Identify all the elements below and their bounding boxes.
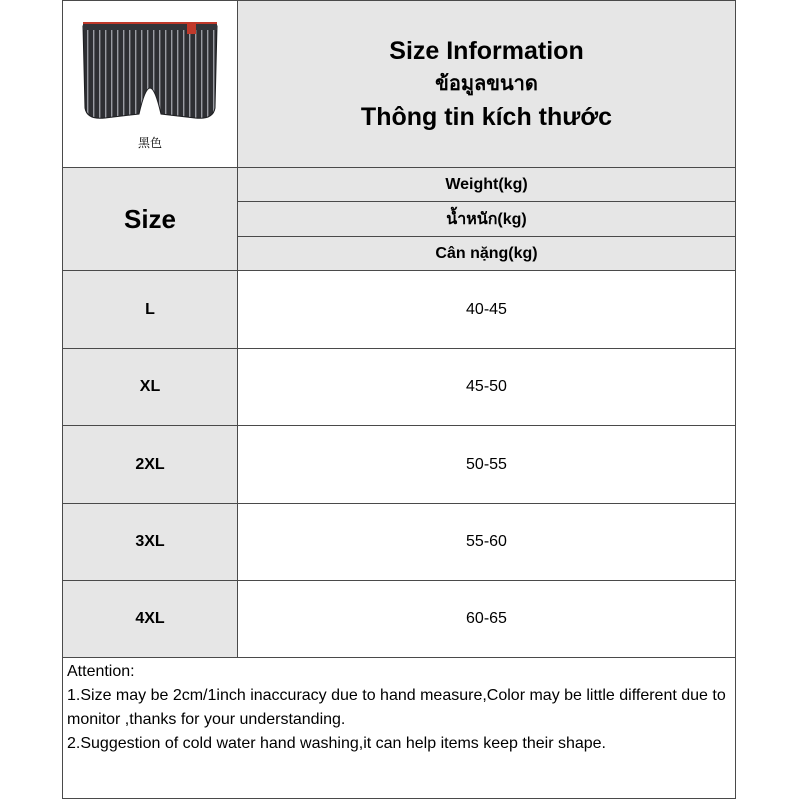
weight-cell-4XL: 60-65 [237, 580, 736, 658]
attention-notes [62, 657, 736, 799]
weight-header-th: น้ำหนัก(kg) [237, 201, 736, 237]
title-vietnamese: Thông tin kích thước [360, 103, 613, 131]
weight-cell-L: 40-45 [237, 270, 736, 349]
notes-line-1: 1.Size may be 2cm/1inch inaccuracy due to hand measure,Color may be little different due to monitor ,thanks for your understanding. [67, 687, 726, 728]
size-cell-4XL: 4XL [62, 580, 238, 658]
notes-line-2: 2.Suggestion of cold water hand washing,it can help items keep their shape. [67, 735, 606, 752]
boxer-briefs-icon [75, 18, 225, 130]
weight-cell-XL: 45-50 [237, 348, 736, 426]
size-cell-2XL: 2XL [62, 425, 238, 504]
size-cell-XL: XL [62, 348, 238, 426]
title-english: Size Information [389, 37, 584, 65]
size-header: Size [62, 167, 238, 271]
notes-heading: Attention: [67, 663, 135, 680]
weight-header-vi: Cân nặng(kg) [237, 236, 736, 271]
title-block [237, 0, 736, 168]
title-thai: ข้อมูลขนาด [435, 73, 538, 95]
product-image-cell [62, 0, 238, 168]
weight-cell-2XL: 50-55 [237, 425, 736, 504]
color-label: 黑色 [137, 135, 162, 150]
size-cell-L: L [62, 270, 238, 349]
weight-cell-3XL: 55-60 [237, 503, 736, 581]
size-cell-3XL: 3XL [62, 503, 238, 581]
weight-header-en: Weight(kg) [237, 167, 736, 202]
